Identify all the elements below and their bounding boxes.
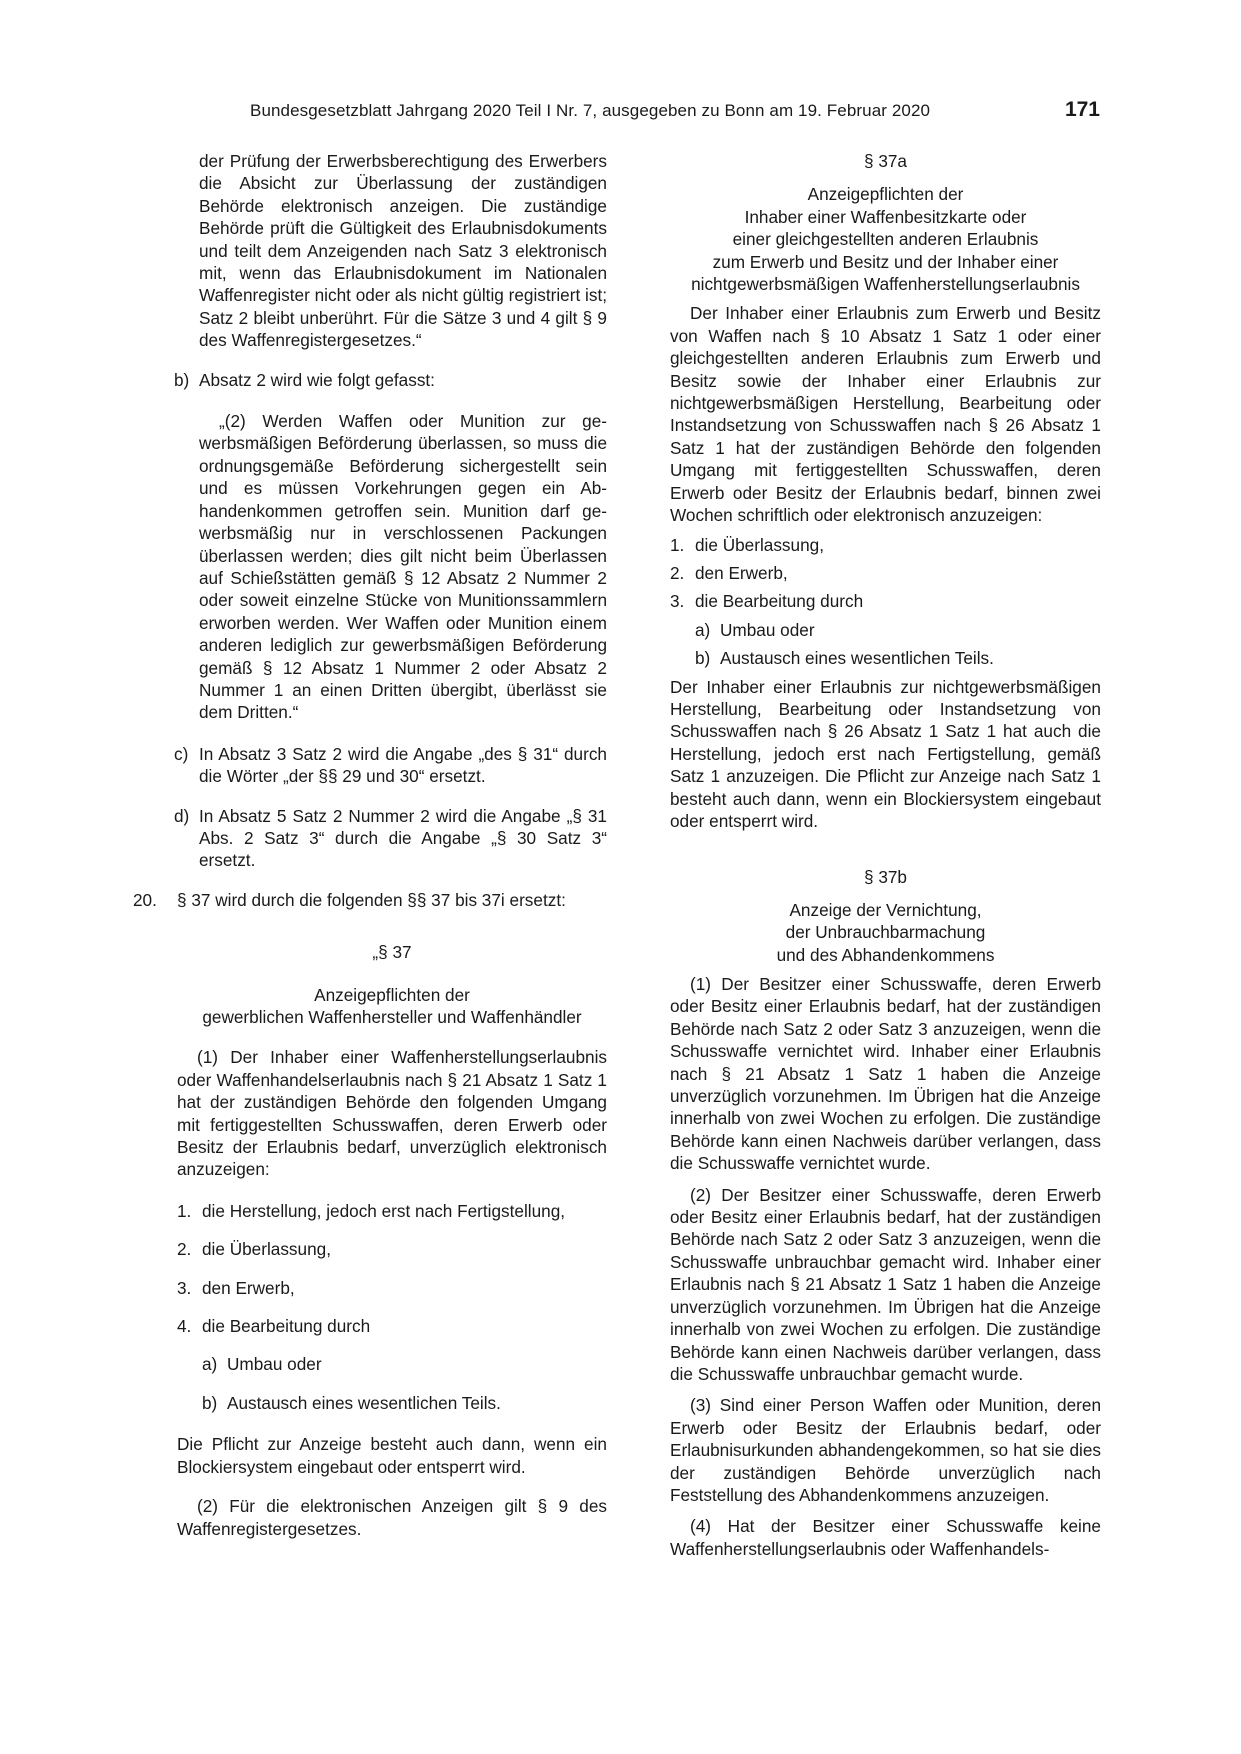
section-37a-para-2: Der Inhaber einer Erlaubnis zur nichtgewerbsmäßigen Herstellung, Bearbeitung oder Instandsetzung von Schusswaffen nach § 26 Absatz 1 Satz 1 hat auch die Herstellung, jedoch erst nach Fertigstellung, gemäß Satz 1 anzuzeigen. Die Pflicht zur Anzeige nach Satz 1 besteht auch dann, wenn ein Blockiersystem eingebaut oder entsperrt wird.	[670, 676, 1101, 831]
sub-list-item	[670, 647, 1101, 669]
list-item-label: 3.	[670, 591, 685, 612]
header-title: Bundesgesetzblatt Jahrgang 2020 Teil I Nr. 7, ausgegeben zu Bonn am 19. Februar 2020	[250, 101, 931, 120]
list-item-label: 4.	[177, 1316, 192, 1337]
list-item-label: 1.	[670, 534, 685, 555]
section-37b-para-1: (1) Der Besitzer einer Schusswaffe, deren Erwerb oder Besitz einer Erlaubnis bedarf, hat der zuständigen Behörde nach Satz 2 oder Satz 3 anzuzeigen, wenn die Schusswaffe vernichtet wird. Inhaber einer Erlaubnis nach § 21 Absatz 1 Satz 1 haben die Anzeige unverzüglich vorzunehmen. Im Übrigen hat die Anzeige innerhalb von zwei Wochen zu erfolgen. Die zuständige Behörde kann einen Nachweis darüber verlangen, dass die Schusswaffe vernichtet wurde.	[670, 974, 1101, 1174]
sub-list-item-label: b)	[695, 648, 711, 669]
right-column	[670, 150, 1101, 1560]
item-d-label: d)	[174, 805, 190, 826]
section-37b-title	[670, 899, 1101, 966]
sub-list-item	[670, 619, 1101, 641]
page-header	[250, 98, 1100, 131]
list-item	[177, 1200, 607, 1222]
section-37-para-2: (2) Für die elektronischen Anzeigen gilt § 9 des Waffenregistergesetzes.	[177, 1496, 607, 1539]
item-b-label: b)	[174, 369, 190, 390]
list-item-text: die Überlassung,	[202, 1239, 331, 1260]
quoted-paragraph-2: „(2) Werden Waffen oder Munition zur gewerbsmäßigen Beförderung überlassen, so muss die ordnungsgemäße Beförderung sichergestellt sein und es müssen Vorkehrungen gegen ein Abhandenkommen getroffen sein. Munition darf gewerbsmäßig nur in verschlossenen Packungen überlassen werden; dies gilt nicht beim Überlassen auf Schießstätten gemäß § 12 Absatz 2 Nummer 2 oder soweit einzelne Stücke von Munitionssammlern erworben werden. Wer Waffen oder Munition einem anderen lediglich zur gewerbsmäßigen Beförderung gemäß § 12 Absatz 1 Nummer 2 oder Absatz 2 Nummer 1 an einen Dritten übergibt, überlässt sie dem Dritten.“	[199, 411, 607, 723]
item-c	[138, 743, 607, 788]
section-37a-title-line: nichtgewerbsmäßigen Waffenherstellungserlaubnis	[691, 274, 1080, 295]
section-37b-para-2: (2) Der Besitzer einer Schusswaffe, deren Erwerb oder Besitz einer Erlaubnis bedarf, hat der zuständigen Behörde nach Satz 2 oder Satz 3 anzuzeigen, wenn die Schusswaffe unbrauchbar gemacht wird. Inhaber einer Erlaubnis nach § 21 Absatz 1 Satz 1 haben die Anzeige unverzüglich vorzunehmen. Im Übrigen hat die Anzeige innerhalb von zwei Wochen zu erfolgen. Die zuständige Behörde kann einen Nachweis darüber verlangen, dass die Schusswaffe unbrauchbar gemacht wurde.	[670, 1184, 1101, 1384]
item-b	[138, 369, 607, 391]
list-item-text: den Erwerb,	[695, 562, 788, 583]
list-item	[670, 534, 1101, 556]
list-item-text: die Herstellung, jedoch erst nach Fertigstellung,	[202, 1200, 566, 1221]
sub-list-item-text: Austausch eines wesentlichen Teils.	[720, 648, 994, 669]
sub-list-item-label: a)	[202, 1354, 218, 1375]
list-item	[177, 1238, 607, 1260]
section-37-list	[177, 1200, 607, 1414]
section-37b-heading: § 37b	[863, 867, 907, 888]
sub-list-item-label: a)	[695, 619, 711, 640]
list-item-label: 2.	[670, 562, 685, 583]
section-37a-para-1: Der Inhaber einer Erlaubnis zum Erwerb und Besitz von Waffen nach § 10 Absatz 1 Satz 1 oder einer gleichgestellten anderen Erlaubnis zum Erwerb und Besitz sowie der Inhaber einer Erlaubnis zur nichtgewerbsmäßigen Herstellung, Bearbeitung oder Instandsetzung von Schusswaffen nach § 26 Absatz 1 Satz 1 hat der zuständigen Behörde den folgenden Umgang mit fertiggestellten Schusswaffen, deren Erwerb oder Besitz der Erlaubnis bedarf, binnen zwei Wochen schriftlich oder elektronisch anzuzeigen:	[670, 303, 1101, 526]
list-item-text: die Überlassung,	[695, 534, 824, 555]
section-37a-title-line: Anzeigepflichten der	[807, 184, 964, 205]
item-20	[133, 889, 607, 911]
section-37a-title	[670, 183, 1101, 295]
list-item	[177, 1277, 607, 1299]
item-20-label: 20.	[133, 889, 157, 910]
section-37-title-line-2: gewerblichen Waffenhersteller und Waffenhändler	[202, 1007, 582, 1027]
item-d-text: In Absatz 5 Satz 2 Nummer 2 wird die Angabe „§ 31 Abs. 2 Satz 3“ durch die Angabe „§ 30 Satz 3“ ersetzt.	[199, 805, 607, 871]
sub-list-item-text: Umbau oder	[227, 1354, 322, 1375]
section-37a-title-line: einer gleichgestellten anderen Erlaubnis	[732, 229, 1039, 250]
list-item	[670, 562, 1101, 584]
section-37a-heading: § 37a	[863, 151, 907, 171]
section-37-para-1: (1) Der Inhaber einer Waffenherstellungserlaubnis oder Waffenhandelserlaubnis nach § 21 Absatz 1 Satz 1 hat der zuständigen Behörde den folgenden Umgang mit fertiggestellten Schusswaffen, deren Erwerb oder Besitz der Erlaubnis bedarf, unverzüglich elektronisch anzuzeigen:	[177, 1047, 607, 1180]
sub-list-item-label: b)	[202, 1392, 218, 1413]
section-37-heading: „§ 37	[372, 942, 412, 963]
section-37b-para-4: (4) Hat der Besitzer einer Schusswaffe keine Waffenherstellungserlaubnis oder Waffenhandels-	[670, 1516, 1101, 1559]
section-37b-para-3: (3) Sind einer Person Waffen oder Munition, deren Erwerb oder Besitz der Erlaubnis bedarf, oder Erlaubnisurkunden abhandengekommen, so hat sie dies der zuständigen Behörde unverzüglich nach Feststellung des Abhandenkommens anzuzeigen.	[670, 1395, 1101, 1505]
list-item-text: den Erwerb,	[202, 1277, 295, 1298]
section-37b-title-line: und des Abhandenkommens	[776, 944, 995, 965]
continued-paragraph: der Prüfung der Erwerbsberechtigung des Erwerbers die Absicht zur Überlassung der zuständigen Behörde elektronisch anzeigen. Die zuständige Behörde prüft die Gültigkeit des Erlaubnisdokuments und teilt dem Anzeigenden nach Satz 3 elektronisch mit, wenn das Erlaubnisdokument im Nationalen Waffenregister nicht oder als nicht gültig registriert ist; Satz 2 bleibt unberührt. Für die Sätze 3 und 4 gilt § 9 des Waffenregistergesetzes.“	[199, 151, 607, 351]
list-item-label: 2.	[177, 1239, 192, 1260]
list-item	[177, 1315, 607, 1337]
item-b-text: Absatz 2 wird wie folgt gefasst:	[199, 369, 435, 390]
item-c-text: In Absatz 3 Satz 2 wird die Angabe „des § 31“ durch die Wörter „der §§ 29 und 30“ ersetzt.	[199, 743, 607, 787]
item-d	[138, 805, 607, 872]
list-item-label: 1.	[177, 1200, 192, 1221]
item-20-text: § 37 wird durch die folgenden §§ 37 bis 37i ersetzt:	[177, 889, 566, 910]
sub-list-item	[177, 1353, 607, 1375]
page-number: 171	[1064, 98, 1100, 121]
sub-list-item	[177, 1392, 607, 1414]
sub-list-item-text: Austausch eines wesentlichen Teils.	[227, 1392, 501, 1413]
section-37-pflicht-para: Die Pflicht zur Anzeige besteht auch dann, wenn ein Blockiersystem eingebaut oder entsperrt wird.	[177, 1434, 607, 1477]
list-item-label: 3.	[177, 1277, 192, 1298]
left-column	[133, 150, 607, 1540]
list-item	[670, 590, 1101, 612]
section-37a-title-line: zum Erwerb und Besitz und der Inhaber einer	[712, 251, 1059, 272]
section-37b-title-line: der Unbrauchbarmachung	[785, 922, 986, 943]
list-item-text: die Bearbeitung durch	[202, 1316, 371, 1337]
section-37a-list	[670, 534, 1101, 670]
section-37b-title-line: Anzeige der Vernichtung,	[789, 899, 982, 920]
item-c-label: c)	[174, 743, 189, 764]
list-item-text: die Bearbeitung durch	[695, 591, 864, 612]
section-37-title-line-1: Anzeigepflichten der	[314, 984, 470, 1005]
section-37	[177, 941, 607, 1540]
section-37a-title-line: Inhaber einer Waffenbesitzkarte oder	[744, 206, 1027, 227]
sub-list-item-text: Umbau oder	[720, 619, 815, 640]
